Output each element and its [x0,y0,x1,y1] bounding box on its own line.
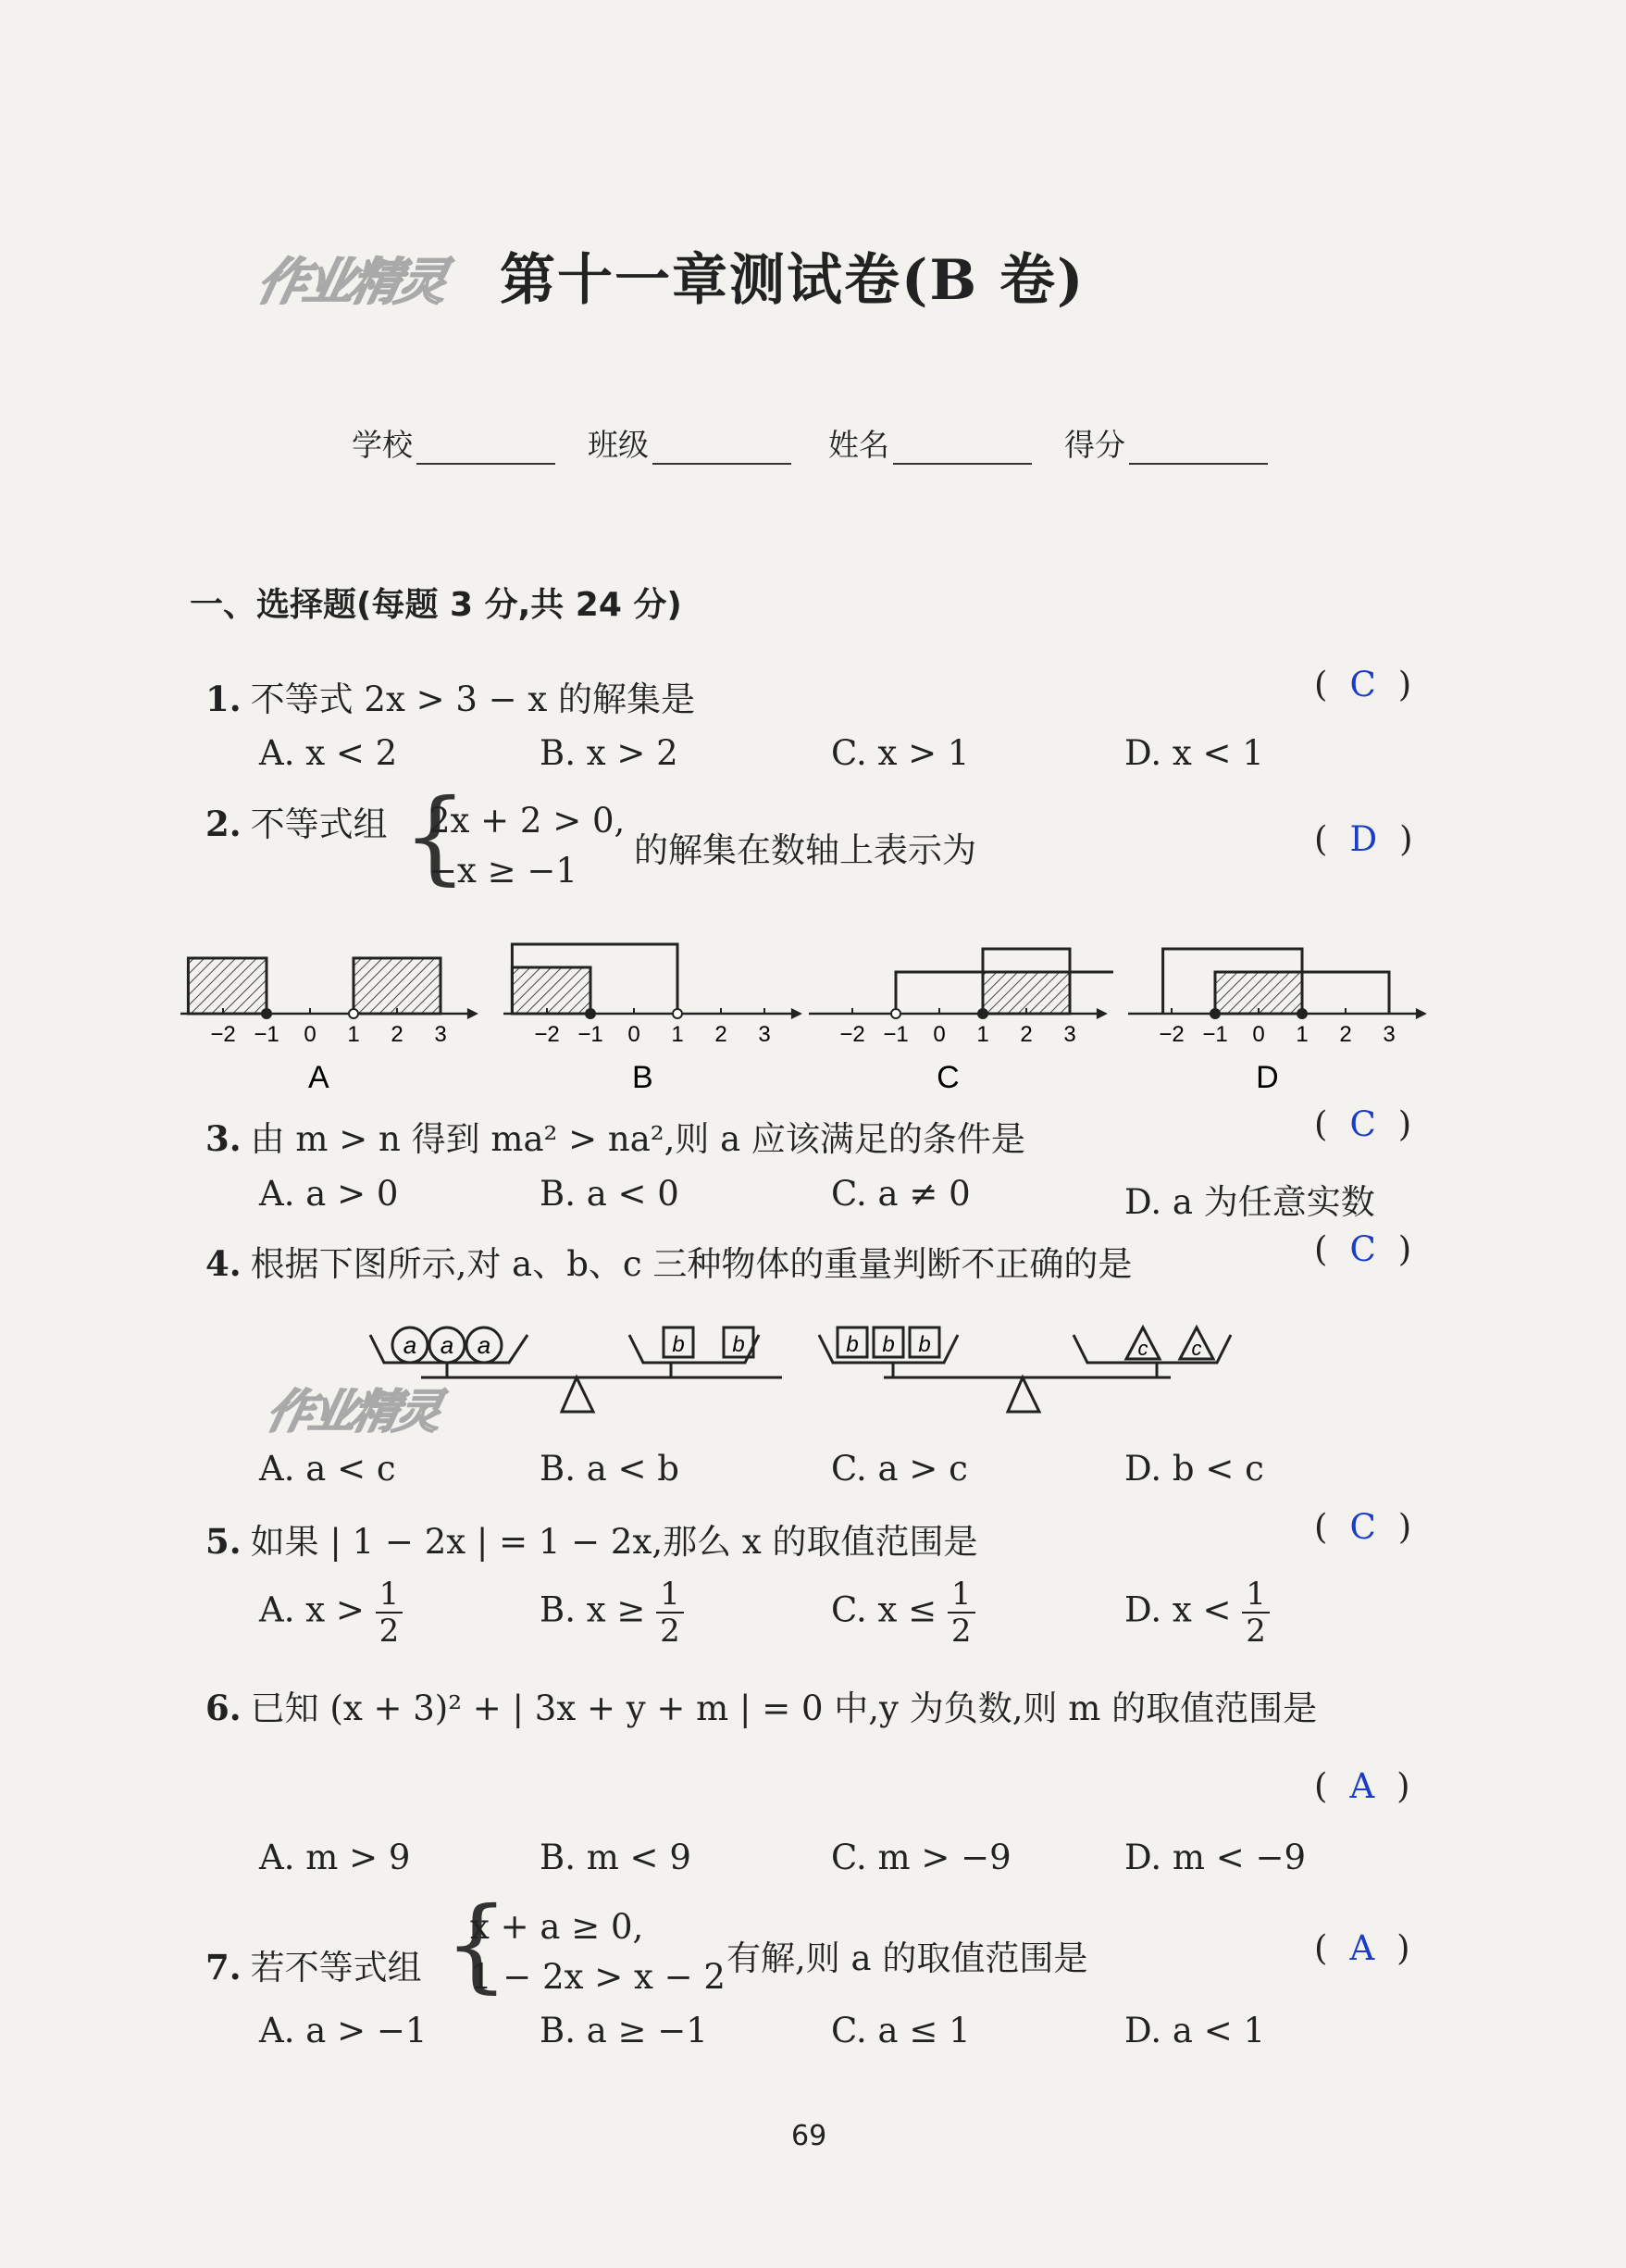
watermark-logo: 作业精灵 [252,252,451,311]
info-score: 得分 [1064,421,1268,465]
q6-option-a: A. m > 9 [259,1838,411,1877]
q2-system: 2x + 2 > 0, −x ≥ −1 [428,801,626,891]
school-blank[interactable] [416,435,555,465]
number-line-a [180,958,478,1095]
q7-stem-post: 有解,则 a 的取值范围是 [726,1938,1088,1978]
info-name: 姓名 [828,421,1032,465]
tick-label: 3 [1063,1022,1076,1047]
tick-label: 0 [304,1022,317,1047]
closed-point [978,1009,987,1018]
open-point [349,1009,358,1018]
question-3: 3. 由 m > n 得到 ma² > na²,则 a 应该满足的条件是 [205,1118,1025,1159]
ball-a-1: a [403,1331,417,1359]
tick-label: −1 [883,1022,909,1047]
tick-label: −1 [254,1022,279,1047]
q5-option-c: C. x ≤ $\frac{1}{2}$ [831,1578,975,1647]
q2-brace: { [403,777,467,895]
q2-stem-post: 的解集在数轴上表示为 [634,830,976,870]
q6-option-c: C. m > −9 [831,1838,1012,1877]
tick-label: 0 [627,1022,640,1047]
name-blank[interactable] [893,435,1032,465]
fraction-half: $\frac{1}{2}$ [1242,1578,1270,1647]
solution-region [1215,972,1302,1014]
tri-c-1: c [1137,1337,1148,1360]
number-line-b [503,944,802,1095]
closed-point [262,1009,271,1018]
section-title: 一、选择题(每题 3 分,共 24 分) [190,586,682,624]
solution-region [188,958,267,1014]
fraction-half: $\frac{1}{2}$ [376,1578,403,1647]
question-2: 2. 不等式组 [205,804,388,844]
axis-arrow-icon [791,1008,802,1019]
closed-point [586,1009,595,1018]
tick-label: −2 [534,1022,560,1047]
box-b-3: b [846,1332,859,1357]
balance-right [819,1327,1231,1412]
figure-label: A [308,1060,329,1095]
answer-6: ( A ) [1314,1766,1410,1806]
answer-7: ( A ) [1314,1928,1410,1968]
box-b-1: b [672,1332,685,1357]
range-bracket [1302,972,1389,1014]
question-7: 7. 若不等式组 [205,1947,422,1988]
ball-a-2: a [440,1331,454,1359]
number-line-figures [180,940,1430,1097]
box-b-5: b [918,1332,931,1357]
question-6: 6. 已知 (x + 3)² + | 3x + y + m | = 0 中,y 为负数,则 m 的取值范围是 [205,1688,1318,1728]
solution-region [983,972,1070,1014]
answer-2: ( D ) [1314,819,1413,859]
page-title: 第十一章测试卷(B 卷) [500,248,1086,313]
q3-option-a: A. a > 0 [259,1174,399,1214]
closed-point [1210,1009,1220,1018]
q5-option-b: B. x ≥ $\frac{1}{2}$ [540,1578,684,1647]
number-line-c [809,949,1113,1095]
tick-label: 1 [671,1022,684,1047]
axis-arrow-icon [1097,1008,1108,1019]
number-line-d [1128,949,1427,1095]
tick-label: −2 [1159,1022,1185,1047]
q4-option-d: D. b < c [1124,1449,1264,1489]
tri-c-2: c [1191,1337,1202,1360]
info-school: 学校 [352,421,555,465]
tick-label: 2 [1020,1022,1033,1047]
q1-option-b: B. x > 2 [540,733,678,773]
q1-option-d: D. x < 1 [1124,733,1264,773]
q7-system: x + a ≥ 0, 1 − 2x > x − 2 [470,1907,726,1997]
tick-label: 1 [347,1022,360,1047]
q7-option-c: C. a ≤ 1 [831,2011,971,2050]
axis-arrow-icon [467,1008,478,1019]
axis-arrow-icon [1416,1008,1427,1019]
tick-label: 3 [1383,1022,1396,1047]
question-5: 5. 如果 | 1 − 2x | = 1 − 2x,那么 x 的取值范围是 [205,1521,978,1562]
open-point [891,1009,900,1018]
q5-option-d: D. x < $\frac{1}{2}$ [1124,1578,1270,1647]
tick-label: 2 [1339,1022,1352,1047]
q7-option-b: B. a ≥ −1 [540,2011,708,2050]
tick-label: 3 [758,1022,771,1047]
q3-option-b: B. a < 0 [540,1174,679,1214]
figure-label: C [937,1060,960,1095]
tick-label: 0 [933,1022,946,1047]
question-4: 4. 根据下图所示,对 a、b、c 三种物体的重量判断不正确的是 [205,1243,1133,1284]
q5-option-a: A. x > $\frac{1}{2}$ [259,1578,403,1647]
ball-a-3: a [477,1331,491,1359]
tick-label: −2 [839,1022,865,1047]
q4-option-c: C. a > c [831,1449,968,1489]
class-blank[interactable] [652,435,791,465]
box-b-2: b [732,1332,745,1357]
balance-figures [366,1315,1245,1426]
closed-point [1297,1009,1307,1018]
q1-option-a: A. x < 2 [259,733,398,773]
q1-option-c: C. x > 1 [831,733,970,773]
balance-left [370,1327,782,1412]
q4-option-b: B. a < b [540,1449,679,1489]
fraction-half: $\frac{1}{2}$ [656,1578,684,1647]
answer-4: ( C ) [1314,1229,1412,1269]
figure-label: B [632,1060,653,1095]
open-point [673,1009,682,1018]
watermark-logo-2: 作业精灵 [261,1384,444,1439]
answer-1: ( C ) [1314,665,1412,704]
tick-label: 2 [391,1022,403,1047]
question-1: 1. 不等式 2x > 3 − x 的解集是 [205,679,696,719]
tick-label: 1 [976,1022,989,1047]
tick-label: 2 [714,1022,727,1047]
q6-option-d: D. m < −9 [1124,1838,1307,1877]
score-blank[interactable] [1129,435,1268,465]
q7-option-d: D. a < 1 [1124,2011,1265,2050]
tick-label: −1 [577,1022,603,1047]
answer-3: ( C ) [1314,1104,1412,1144]
answer-5: ( C ) [1314,1507,1412,1547]
q7-option-a: A. a > −1 [259,2011,428,2050]
page-number: 69 [791,2120,827,2152]
tick-label: 1 [1296,1022,1309,1047]
tick-label: 0 [1252,1022,1265,1047]
box-b-4: b [882,1332,895,1357]
tick-label: −2 [210,1022,236,1047]
tick-label: 3 [434,1022,447,1047]
tick-label: −1 [1202,1022,1228,1047]
q7-brace: { [444,1885,509,2003]
solution-region [512,967,590,1014]
q3-option-d: D. a 为任意实数 [1124,1182,1375,1222]
q6-option-b: B. m < 9 [540,1838,691,1877]
info-class: 班级 [588,421,791,465]
solution-region [354,958,441,1014]
figure-label: D [1256,1060,1279,1095]
q4-option-a: A. a < c [259,1449,396,1489]
fraction-half: $\frac{1}{2}$ [948,1578,975,1647]
q3-option-c: C. a ≠ 0 [831,1174,971,1214]
